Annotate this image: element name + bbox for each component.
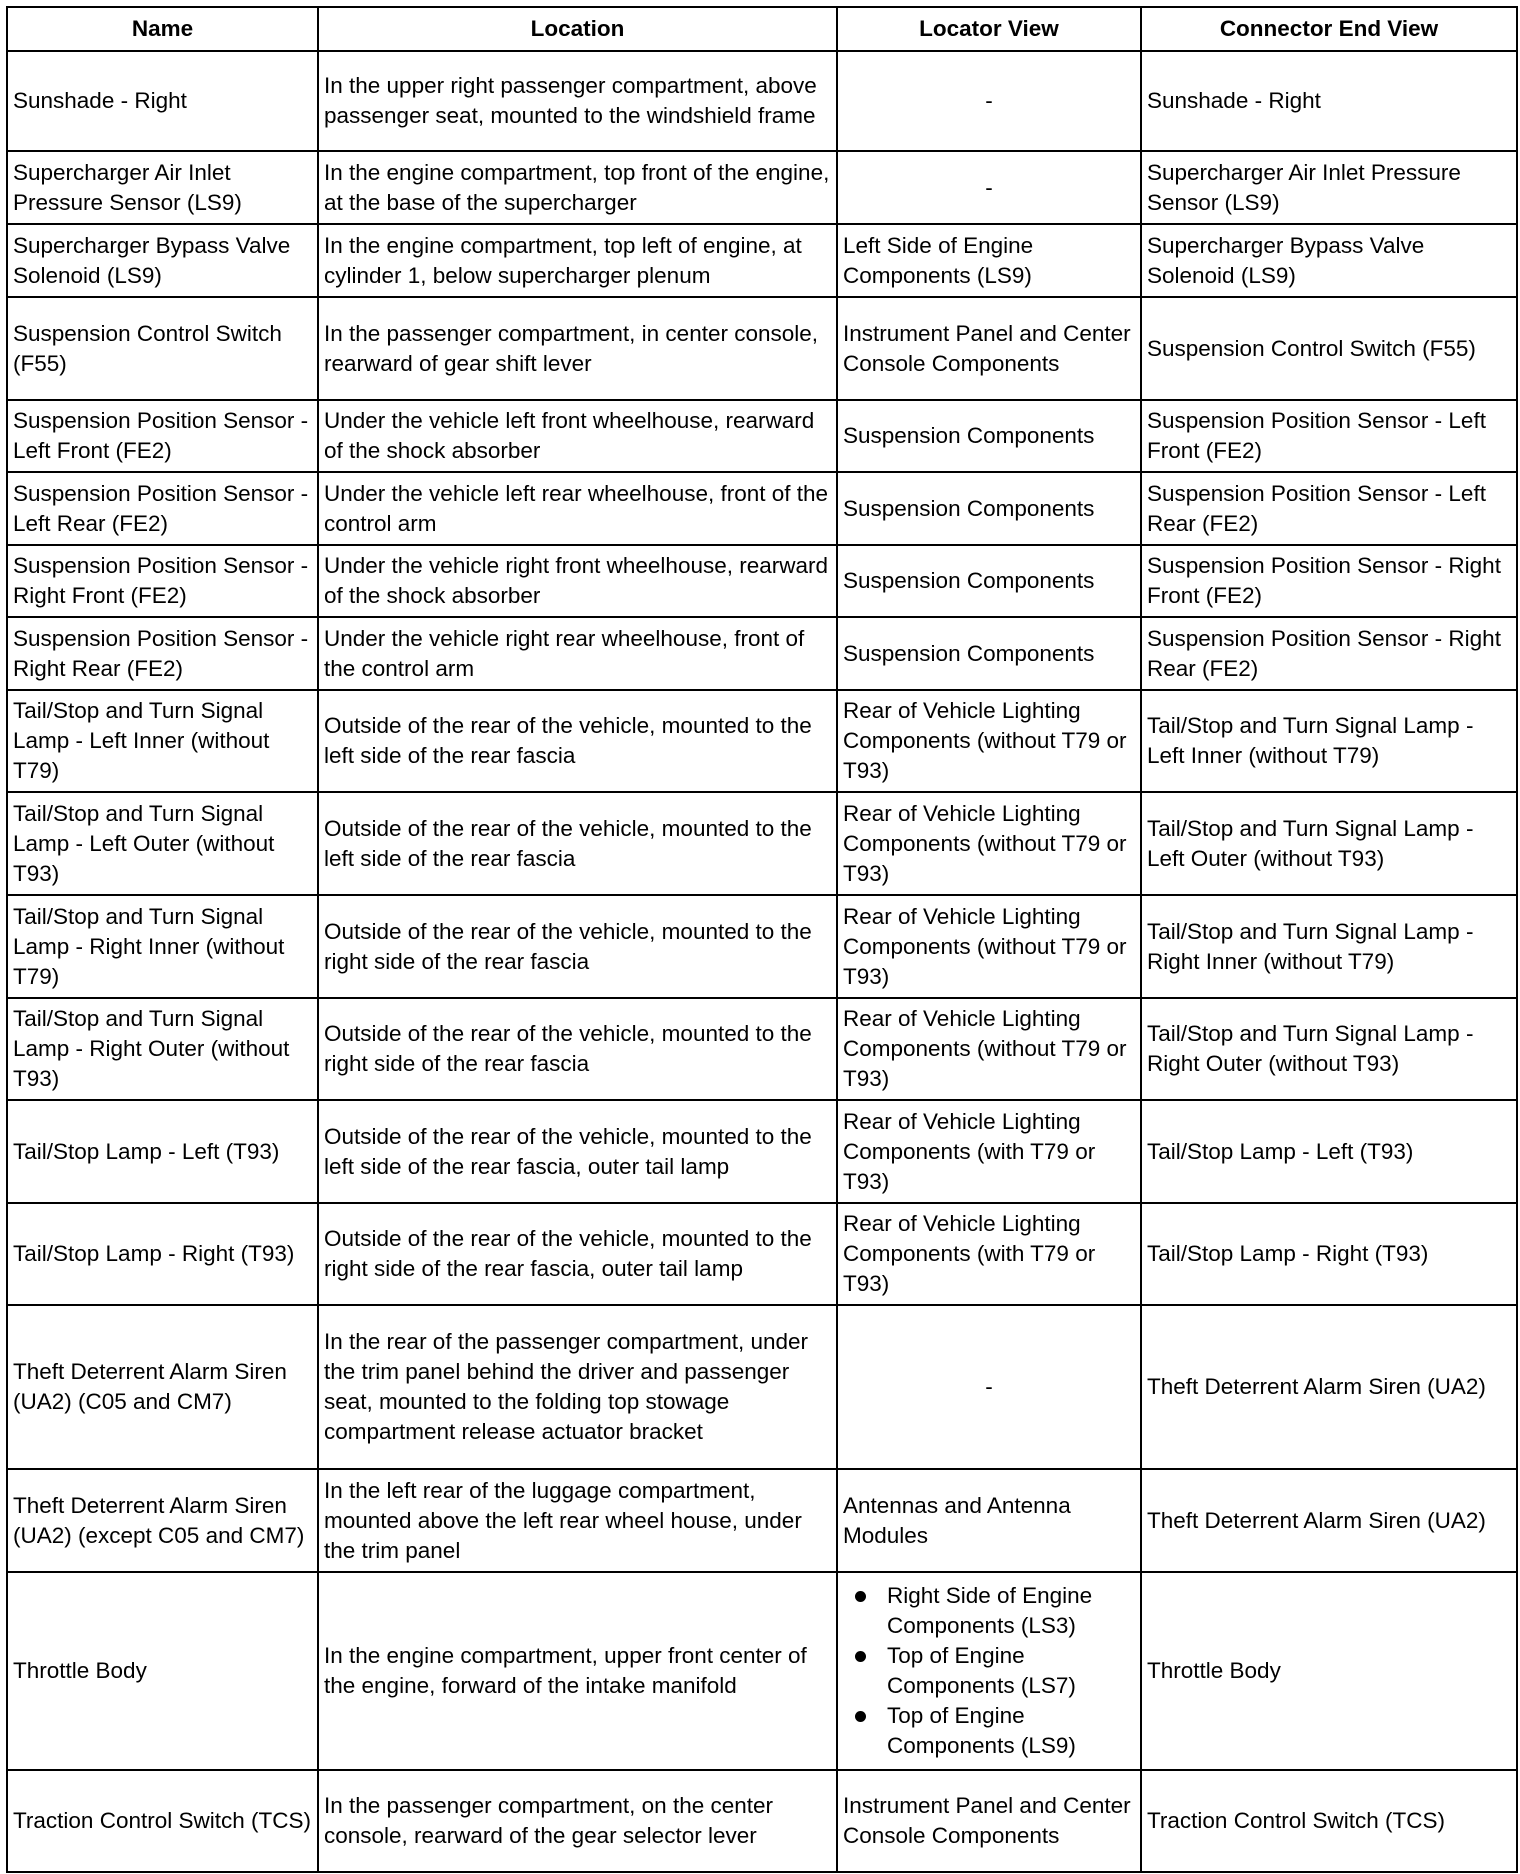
table-row (7, 690, 1517, 792)
connector-end-view-cell: Tail/Stop and Turn Signal Lamp - Right Outer (without T93) (1141, 998, 1517, 1100)
connector-end-view-cell: Suspension Position Sensor - Right Front (FE2) (1141, 545, 1517, 617)
locator-view-cell: Rear of Vehicle Lighting Components (without T79 or T93) (837, 690, 1141, 792)
connector-end-view-cell: Throttle Body (1141, 1572, 1517, 1770)
locator-view-cell: Rear of Vehicle Lighting Components (without T79 or T93) (837, 998, 1141, 1100)
table-row (7, 151, 1517, 224)
table-row (7, 792, 1517, 895)
name-cell: Suspension Position Sensor - Left Rear (FE2) (7, 472, 318, 545)
table-row (7, 224, 1517, 297)
table-row (7, 1469, 1517, 1572)
location-cell: Under the vehicle left front wheelhouse, rearward of the shock absorber (318, 400, 837, 472)
table-row (7, 998, 1517, 1100)
table-row (7, 1305, 1517, 1469)
name-cell: Suspension Control Switch (F55) (7, 297, 318, 400)
table-row (7, 617, 1517, 690)
connector-end-view-cell: Supercharger Air Inlet Pressure Sensor (LS9) (1141, 151, 1517, 224)
name-cell: Throttle Body (7, 1572, 318, 1770)
connector-end-view-cell: Tail/Stop Lamp - Right (T93) (1141, 1203, 1517, 1305)
location-cell: Outside of the rear of the vehicle, mounted to the right side of the rear fascia, outer tail lamp (318, 1203, 837, 1305)
locator-view-cell: Suspension Components (837, 617, 1141, 690)
locator-view-cell: Instrument Panel and Center Console Components (837, 297, 1141, 400)
name-cell: Suspension Position Sensor - Right Front (FE2) (7, 545, 318, 617)
location-cell: Outside of the rear of the vehicle, mounted to the right side of the rear fascia (318, 895, 837, 998)
table-row (7, 472, 1517, 545)
locator-view-item: Right Side of Engine Components (LS3) (887, 1581, 1135, 1641)
name-cell: Tail/Stop and Turn Signal Lamp - Right Outer (without T93) (7, 998, 318, 1100)
name-cell: Suspension Position Sensor - Right Rear (FE2) (7, 617, 318, 690)
locator-view-cell: Instrument Panel and Center Console Components (837, 1770, 1141, 1872)
locator-view-cell: Rear of Vehicle Lighting Components (without T79 or T93) (837, 792, 1141, 895)
connector-end-view-cell: Tail/Stop Lamp - Left (T93) (1141, 1100, 1517, 1203)
header-name: Name (7, 7, 318, 51)
table-row (7, 1100, 1517, 1203)
connector-end-view-cell: Suspension Control Switch (F55) (1141, 297, 1517, 400)
locator-view-cell: Suspension Components (837, 400, 1141, 472)
location-cell: Under the vehicle right front wheelhouse, rearward of the shock absorber (318, 545, 837, 617)
location-cell: In the passenger compartment, on the center console, rearward of the gear selector lever (318, 1770, 837, 1872)
table-row (7, 297, 1517, 400)
connector-end-view-cell: Sunshade - Right (1141, 51, 1517, 151)
connector-end-view-cell: Tail/Stop and Turn Signal Lamp - Right Inner (without T79) (1141, 895, 1517, 998)
header-locator-view: Locator View (837, 7, 1141, 51)
locator-view-list (843, 1581, 1135, 1761)
name-cell: Traction Control Switch (TCS) (7, 1770, 318, 1872)
locator-view-cell: Rear of Vehicle Lighting Components (without T79 or T93) (837, 895, 1141, 998)
location-cell: In the engine compartment, upper front center of the engine, forward of the intake manifold (318, 1572, 837, 1770)
name-cell: Suspension Position Sensor - Left Front (FE2) (7, 400, 318, 472)
name-cell: Tail/Stop and Turn Signal Lamp - Left Outer (without T93) (7, 792, 318, 895)
name-cell: Supercharger Air Inlet Pressure Sensor (LS9) (7, 151, 318, 224)
location-cell: In the left rear of the luggage compartment, mounted above the left rear wheel house, under the trim panel (318, 1469, 837, 1572)
name-cell: Supercharger Bypass Valve Solenoid (LS9) (7, 224, 318, 297)
location-cell: Outside of the rear of the vehicle, mounted to the left side of the rear fascia (318, 690, 837, 792)
locator-view-cell: Suspension Components (837, 472, 1141, 545)
table-row (7, 1572, 1517, 1770)
locator-view-item: Top of Engine Components (LS9) (887, 1701, 1135, 1761)
locator-view-item: Top of Engine Components (LS7) (887, 1641, 1135, 1701)
name-cell: Tail/Stop and Turn Signal Lamp - Right Inner (without T79) (7, 895, 318, 998)
locator-view-cell: Rear of Vehicle Lighting Components (with T79 or T93) (837, 1100, 1141, 1203)
name-cell: Tail/Stop and Turn Signal Lamp - Left Inner (without T79) (7, 690, 318, 792)
location-cell: In the engine compartment, top front of the engine, at the base of the supercharger (318, 151, 837, 224)
header-location: Location (318, 7, 837, 51)
locator-view-cell: Left Side of Engine Components (LS9) (837, 224, 1141, 297)
location-cell: Under the vehicle left rear wheelhouse, front of the control arm (318, 472, 837, 545)
location-cell: Outside of the rear of the vehicle, mounted to the left side of the rear fascia, outer tail lamp (318, 1100, 837, 1203)
connector-end-view-cell: Theft Deterrent Alarm Siren (UA2) (1141, 1469, 1517, 1572)
location-cell: In the upper right passenger compartment, above passenger seat, mounted to the windshield frame (318, 51, 837, 151)
name-cell: Theft Deterrent Alarm Siren (UA2) (except C05 and CM7) (7, 1469, 318, 1572)
component-locator-table (6, 6, 1518, 1873)
locator-view-cell: - (837, 51, 1141, 151)
location-cell: Outside of the rear of the vehicle, mounted to the left side of the rear fascia (318, 792, 837, 895)
connector-end-view-cell: Tail/Stop and Turn Signal Lamp - Left Inner (without T79) (1141, 690, 1517, 792)
header-connector-end-view: Connector End View (1141, 7, 1517, 51)
location-cell: Outside of the rear of the vehicle, mounted to the right side of the rear fascia (318, 998, 837, 1100)
table-row (7, 400, 1517, 472)
connector-end-view-cell: Suspension Position Sensor - Right Rear (FE2) (1141, 617, 1517, 690)
table-row (7, 1203, 1517, 1305)
table-row (7, 895, 1517, 998)
name-cell: Sunshade - Right (7, 51, 318, 151)
connector-end-view-cell: Tail/Stop and Turn Signal Lamp - Left Outer (without T93) (1141, 792, 1517, 895)
locator-view-cell: Rear of Vehicle Lighting Components (with T79 or T93) (837, 1203, 1141, 1305)
table-row (7, 1770, 1517, 1872)
name-cell: Theft Deterrent Alarm Siren (UA2) (C05 and CM7) (7, 1305, 318, 1469)
connector-end-view-cell: Traction Control Switch (TCS) (1141, 1770, 1517, 1872)
locator-view-cell: Antennas and Antenna Modules (837, 1469, 1141, 1572)
location-cell: In the engine compartment, top left of engine, at cylinder 1, below supercharger plenum (318, 224, 837, 297)
location-cell: In the rear of the passenger compartment, under the trim panel behind the driver and passenger seat, mounted to the folding top stowage compartment release actuator bracket (318, 1305, 837, 1469)
table-row (7, 51, 1517, 151)
locator-view-cell: - (837, 151, 1141, 224)
connector-end-view-cell: Suspension Position Sensor - Left Rear (FE2) (1141, 472, 1517, 545)
locator-view-cell: Suspension Components (837, 545, 1141, 617)
connector-end-view-cell: Supercharger Bypass Valve Solenoid (LS9) (1141, 224, 1517, 297)
header-row (7, 7, 1517, 51)
location-cell: Under the vehicle right rear wheelhouse, front of the control arm (318, 617, 837, 690)
locator-view-cell (837, 1572, 1141, 1770)
connector-end-view-cell: Theft Deterrent Alarm Siren (UA2) (1141, 1305, 1517, 1469)
table-row (7, 545, 1517, 617)
name-cell: Tail/Stop Lamp - Left (T93) (7, 1100, 318, 1203)
name-cell: Tail/Stop Lamp - Right (T93) (7, 1203, 318, 1305)
connector-end-view-cell: Suspension Position Sensor - Left Front (FE2) (1141, 400, 1517, 472)
location-cell: In the passenger compartment, in center console, rearward of gear shift lever (318, 297, 837, 400)
locator-view-cell: - (837, 1305, 1141, 1469)
